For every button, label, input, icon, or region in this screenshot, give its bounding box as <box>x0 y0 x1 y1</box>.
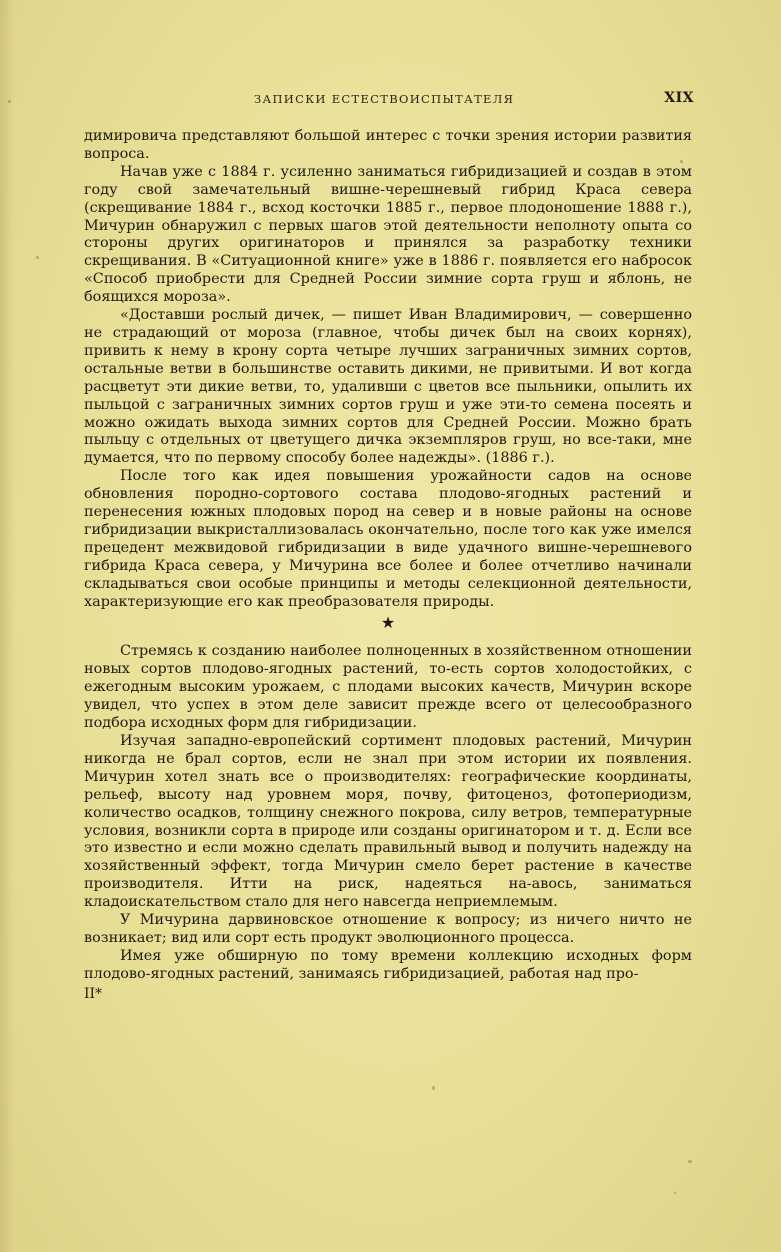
page-number: XIX <box>664 90 694 106</box>
paragraph: димировича представляют большой интерес с точки зрения истории развития вопроса. <box>84 128 692 162</box>
quote-paragraph: «Доставши рослый дичек, — пишет Иван Владимирович, — совершенно не страдающий от мороза (главное, чтобы дичек был на своих корнях), привить к нему в крону сорта четыре лучших заграничных зимних сортов, остальные ветви в большинстве оставить дикими, не привитыми. И вот когда расцветут эти дикие ветви, то, удаливши с цветов все пыльники, опылить их пыльцой с заграничных зимних сортов груш и уже эти-то семена посеять и можно ожидать выхода зимних сортов для Средней России. Можно брать пыльцу с отдельных от цветущего дичка экземпляров груш, но все-таки, мне думается, что по первому способу более надежды». (1886 г.). <box>84 307 692 467</box>
paper-speck <box>688 1160 692 1163</box>
paper-speck <box>674 1192 676 1194</box>
paragraph: У Мичурина дарвиновское отношение к вопросу; из ничего ничто не возникает; вид или сорт есть продукт эволюционного процесса. <box>84 912 692 946</box>
running-head <box>84 92 694 112</box>
star-separator-icon: ★ <box>380 613 396 633</box>
paragraph: Изучая западно-европейский сортимент плодовых растений, Мичурин никогда не брал сортов, если не знал при этом истории их появления. Мичурин хотел знать все о производителях: географические координаты, рельеф, высоту над уровнем моря, почву, фитоценоз, фотопериодизм, количество осадков, толщину снежного покрова, силу ветров, температурные условия, возникли сорта в природе или созданы оригинатором и т. д. Если все это известно и если можно сделать правильный вывод и получить надежду на хозяйственный эффект, тогда Мичурин смело берет растение в качестве производителя. Итти на риск, надеяться на-авось, заниматься кладоискательством стало для него навсегда неприемлемым. <box>84 733 692 911</box>
page-edge-shadow <box>0 0 14 1252</box>
paper-speck <box>36 256 39 259</box>
running-title: ЗАПИСКИ ЕСТЕСТВОИСПЫТАТЕЛЯ <box>254 92 515 106</box>
paper-speck <box>8 100 11 103</box>
paragraph: Имея уже обширную по тому времени коллекцию исходных форм плодово-ягодных растений, занимаясь гибридизацией, работая над про- <box>84 947 692 982</box>
paper-speck <box>432 1086 435 1090</box>
signature-mark: II* <box>84 985 103 1002</box>
paper-speck <box>680 160 683 163</box>
body-text <box>84 128 692 1003</box>
paragraph: Начав уже с 1884 г. усиленно заниматься гибридизацией и создав в этом году свой замечательный вишне-черешневый гибрид Краса севера (скрещивание 1884 г., всход косточки 1885 г., первое плодоношение 1888 г.), Мичурин обнаружил с первых шагов этой деятельности неполноту опыта со стороны других оригинаторов и принялся за разработку техники скрещивания. В «Ситуационной книге» уже в 1886 г. появляется его набросок «Способ приобрести для Средней России зимние сорта груш и яблонь, не боящихся мороза». <box>84 163 692 306</box>
paragraph: Стремясь к созданию наиболее полноценных в хозяйственном отношении новых сортов плодово-ягодных растений, то-есть сортов холодостойких, с ежегодным высоким урожаем, с плодами высоких качеств, Мичурин вскоре увидел, что успех в этом деле зависит прежде всего от целесообразного подбора исходных форм для гибридизации. <box>84 643 692 732</box>
paragraph: После того как идея повышения урожайности садов на основе обновления породно-сортового состава плодово-ягодных растений и перенесения южных плодовых пород на север и в новые районы на основе гибридизации выкристаллизовалась окончательно, после того как уже имелся прецедент межвидовой гибридизации в виде удачного вишне-черешневого гибрида Краса севера, у Мичурина все более и более отчетливо начинали складываться свои особые принципы и методы селекционной деятельности, характеризующие его как преобразователя природы. <box>84 468 692 610</box>
